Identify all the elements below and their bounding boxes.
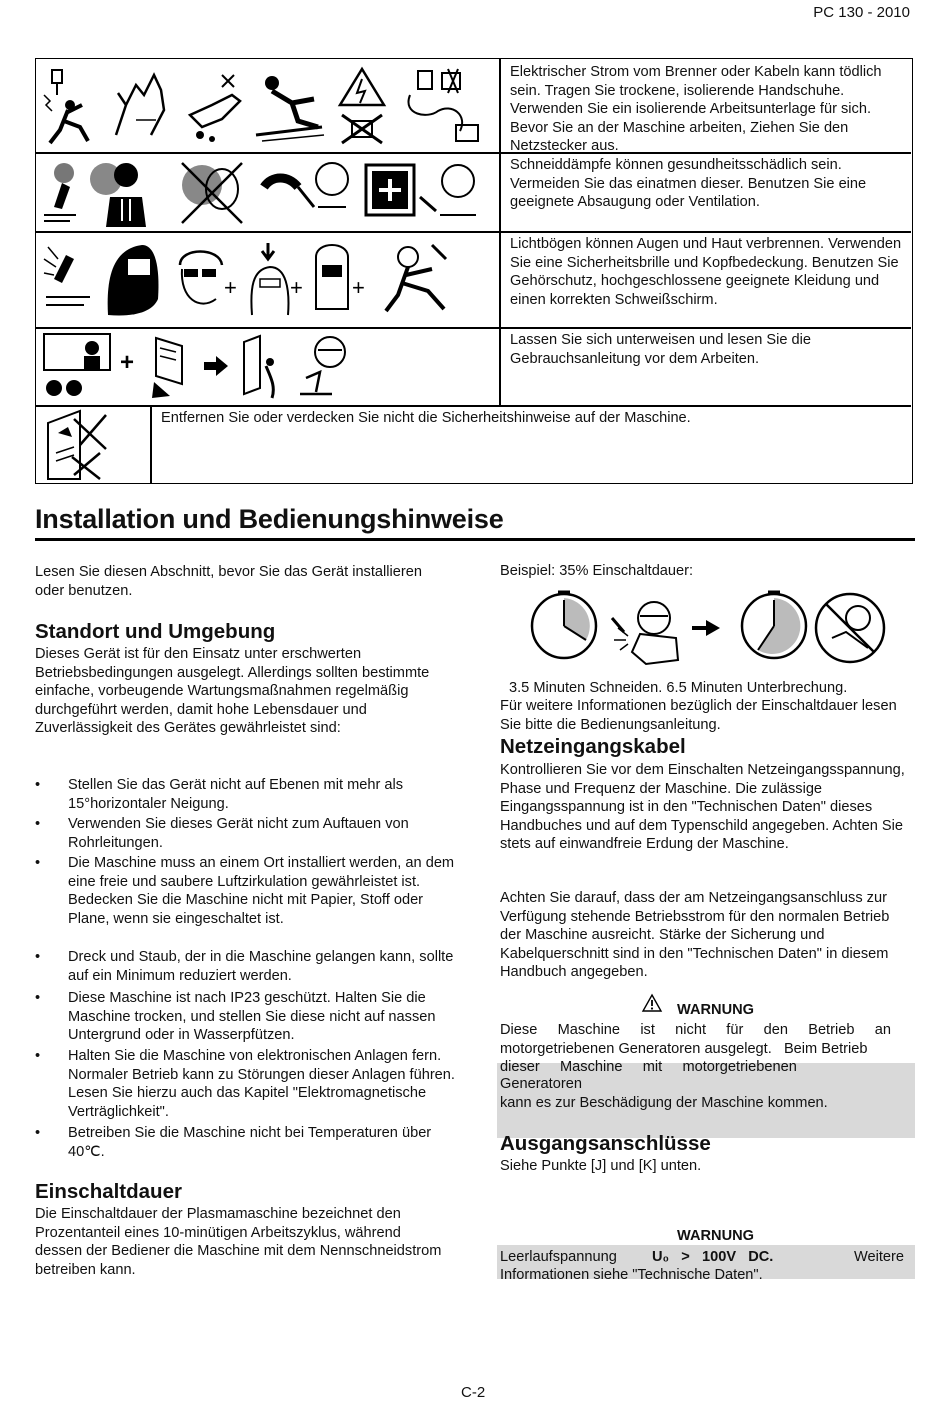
warning-line: motorgetriebenen Generatoren ausgelegt. Beim Betrieb bbox=[500, 1041, 868, 1057]
bullet-text: Betreiben Sie die Maschine nicht bei Temperaturen über 40℃. bbox=[68, 1125, 432, 1160]
warning-label: WARNUNG bbox=[677, 1002, 755, 1018]
bullet-icon: • bbox=[35, 990, 41, 1006]
warning-triangle-icon bbox=[642, 994, 662, 1012]
safety-row-5-text: Entfernen Sie oder verdecken Sie nicht die Sicherheitshinweise auf der Maschine. bbox=[161, 410, 691, 426]
operator-icon bbox=[296, 332, 356, 402]
section-heading-standort: Standort und Umgebung bbox=[35, 620, 276, 643]
high-voltage-warning-icon bbox=[332, 65, 392, 147]
einschaltdauer-text: Die Einschaltdauer der Plasmamaschine bezeichnet den Prozentanteil eines 10-minütigen Arbeitszyklus, während dessen der Bediener die Maschine mit dem Nennschneidstrom betreiben kann. bbox=[35, 1206, 442, 1278]
svg-text:+: + bbox=[224, 275, 237, 300]
section-heading-netzeingangskabel: Netzeingangskabel bbox=[500, 735, 686, 758]
divider bbox=[150, 405, 152, 483]
page-title: Installation und Bedienungshinweise bbox=[35, 504, 504, 534]
bullet-item bbox=[35, 815, 455, 852]
safety-row-3-text: Lichtbögen können Augen und Haut verbrennen. Verwenden Sie eine Sicherheitsbrille und Kopfbedeckung. Benutzen Sie Gehörschutz, hochgeschlossene geeignete Kleidung und einen korrekten Schweißschirm. bbox=[510, 236, 902, 308]
manual-book-icon bbox=[236, 332, 290, 402]
document-code: PC 130 - 2010 bbox=[813, 4, 910, 21]
fumes-torch-icon bbox=[40, 157, 80, 227]
welder-cutting-icon bbox=[612, 602, 678, 664]
arrow-right-icon bbox=[692, 620, 720, 636]
safety-row-2-pictograms bbox=[40, 156, 484, 228]
intro-text: Lesen Sie diesen Abschnitt, bevor Sie das Gerät installieren oder benutzen. bbox=[35, 564, 422, 599]
bullet-item bbox=[35, 776, 455, 813]
divider bbox=[36, 231, 911, 233]
insulated-gloves-icon bbox=[106, 65, 176, 147]
warning-line: kann es zur Beschädigung der Maschine kommen. bbox=[500, 1095, 828, 1111]
no-cutting-icon bbox=[816, 594, 884, 662]
safety-glasses-icon bbox=[170, 239, 237, 319]
ear-protection-icon bbox=[238, 239, 302, 319]
clock-icon bbox=[532, 592, 596, 658]
warning-label: WARNUNG bbox=[677, 1228, 755, 1244]
netz-text-2: Achten Sie darauf, dass der am Netzeingangsanschluss zur Verfügung stehende Betriebsstrom für den normalen Betrieb der Maschine ausreicht. Stärke der Sicherung und Kabelquerschnitt sind in den "Technischen Daten" in diesem Handbuch angegeben. bbox=[500, 890, 890, 980]
warning-line: Informationen siehe "Technische Daten". bbox=[500, 1267, 763, 1283]
voltage-spec: U₀ > 100V DC. bbox=[652, 1249, 774, 1265]
divider bbox=[36, 327, 911, 329]
bullet-text: Die Maschine muss an einem Ort installiert werden, an dem eine freie und saubere Luftzirkulation gewährleistet ist. Bedecken Sie die Maschine nicht mit Papier, Stoff oder Plane, wenn sie eingeschaltet ist. bbox=[68, 855, 455, 927]
training-board-icon bbox=[40, 332, 112, 402]
bullet-icon: • bbox=[35, 816, 41, 832]
read-manual-icon bbox=[146, 332, 196, 402]
standort-text: Dieses Gerät ist für den Einsatz unter erschwerten Betriebsbedingungen ausgelegt. Allerdings sollten bestimmte einfache, vorbeugende Wartungsmaßnahmen regelmäßig durchgeführt werden, damit hohe Lebensdauer und Zuverlässigkeit des Gerätes gewährleistet sind: bbox=[35, 646, 430, 736]
ausgang-text: Siehe Punkte [J] und [K] unten. bbox=[500, 1158, 702, 1174]
safety-row-4-pictograms bbox=[40, 331, 356, 403]
bullet-icon: • bbox=[35, 777, 41, 793]
section-heading-ausgangsanschluesse: Ausgangsanschlüsse bbox=[500, 1132, 711, 1155]
protective-clothing-icon bbox=[372, 239, 452, 319]
netz-text-1: Kontrollieren Sie vor dem Einschalten Netzeingangsspannung, Phase und Frequenz der Maschine. Die zulässige Eingangsspannung ist in den "Technischen Daten" dieses Handbuches und auf dem Typenschild angegeben. Achten Sie stets auf einwandfreie Erdung der Maschine. bbox=[500, 762, 905, 852]
no-breathing-fumes-icon bbox=[172, 157, 252, 227]
insulating-mat-icon bbox=[252, 65, 326, 147]
duty-cycle-example-values: 3.5 Minuten Schneiden. 6.5 Minuten Unterbrechung. bbox=[509, 680, 848, 696]
duty-cycle-more-info: Für weitere Informationen bezüglich der Einschaltdauer lesen Sie bitte die Bedienungsanleitung. bbox=[500, 698, 897, 733]
safety-table bbox=[35, 58, 913, 484]
bullet-item bbox=[35, 989, 455, 1045]
unplug-power-icon bbox=[398, 65, 488, 147]
bullet-item bbox=[35, 1124, 455, 1161]
welding-filter-icon bbox=[308, 239, 366, 319]
electric-shock-icon bbox=[40, 65, 100, 147]
svg-text:+: + bbox=[120, 349, 135, 376]
warning-line: Generatoren bbox=[500, 1076, 582, 1092]
warning-line: Diese Maschine ist nicht für den Betrieb an bbox=[500, 1022, 891, 1038]
bullet-icon: • bbox=[35, 949, 41, 965]
do-not-remove-labels-icon bbox=[44, 409, 124, 481]
fume-inhalation-icon bbox=[86, 157, 166, 227]
divider bbox=[36, 405, 911, 407]
bullet-item bbox=[35, 948, 455, 985]
title-rule bbox=[35, 538, 915, 541]
safety-row-1-pictograms bbox=[40, 63, 488, 149]
section-heading-einschaltdauer: Einschaltdauer bbox=[35, 1180, 182, 1203]
bullet-icon: • bbox=[35, 1125, 41, 1141]
no-wet-hands-icon bbox=[182, 65, 246, 147]
bullet-text: Verwenden Sie dieses Gerät nicht zum Auftauen von Rohrleitungen. bbox=[68, 816, 409, 851]
bullet-text: Stellen Sie das Gerät nicht auf Ebenen mit mehr als 15°horizontaler Neigung. bbox=[68, 777, 404, 812]
plus-icon bbox=[118, 332, 140, 402]
bullet-item bbox=[35, 1047, 455, 1121]
warning-line: dieser Maschine mit motorgetriebenen bbox=[500, 1059, 797, 1075]
duty-cycle-example-label: Beispiel: 35% Einschaltdauer: bbox=[500, 563, 694, 579]
bullet-text: Halten Sie die Maschine von elektronischen Anlagen fern. Normaler Betrieb kann zu Störungen dieser Anlagen führen. Lesen Sie hierzu auch das Kapitel "Elektromagnetische Verträglichkeit". bbox=[68, 1048, 455, 1120]
arrow-right-icon bbox=[202, 332, 230, 402]
svg-text:+: + bbox=[290, 275, 303, 300]
safety-row-4-text: Lassen Sie sich unterweisen und lesen Sie die Gebrauchsanleitung vor dem Arbeiten. bbox=[510, 332, 811, 367]
safety-row-3-pictograms bbox=[40, 235, 452, 323]
fume-extraction-icon bbox=[258, 157, 354, 227]
face-shield-icon bbox=[102, 239, 164, 319]
warning-line: Leerlaufspannung bbox=[500, 1249, 617, 1265]
clock-icon bbox=[742, 592, 806, 658]
svg-text:+: + bbox=[352, 275, 365, 300]
safety-row-2-text: Schneiddämpfe können gesundheitsschädlich sein. Vermeiden Sie das einatmen dieser. Benutzen Sie eine geeignete Absaugung oder Ventilation. bbox=[510, 157, 867, 210]
bullet-text: Diese Maschine ist nach IP23 geschützt. Halten Sie die Maschine trocken, und stellen Sie diese nicht auf nassen Untergrund oder in Wasserpfützen. bbox=[68, 990, 436, 1043]
bullet-item bbox=[35, 854, 455, 928]
bullet-icon: • bbox=[35, 855, 41, 871]
duty-cycle-illustration bbox=[528, 588, 893, 670]
page-number: C-2 bbox=[461, 1384, 486, 1401]
bullet-icon: • bbox=[35, 1048, 41, 1064]
bullet-text: Dreck und Staub, der in die Maschine gelangen kann, sollte auf ein Minimum reduziert werden. bbox=[68, 949, 454, 984]
ventilation-fan-icon bbox=[360, 157, 484, 227]
safety-row-1-text: Elektrischer Strom vom Brenner oder Kabeln kann tödlich sein. Tragen Sie trockene, isolierende Handschuhe. Verwenden Sie ein isolierende Arbeitsunterlage für sich. Bevor Sie an der Maschine arbeiten, Ziehen Sie den Netzstecker aus. bbox=[510, 64, 882, 154]
arc-rays-icon bbox=[40, 239, 96, 319]
warning-line: Weitere bbox=[854, 1249, 905, 1265]
